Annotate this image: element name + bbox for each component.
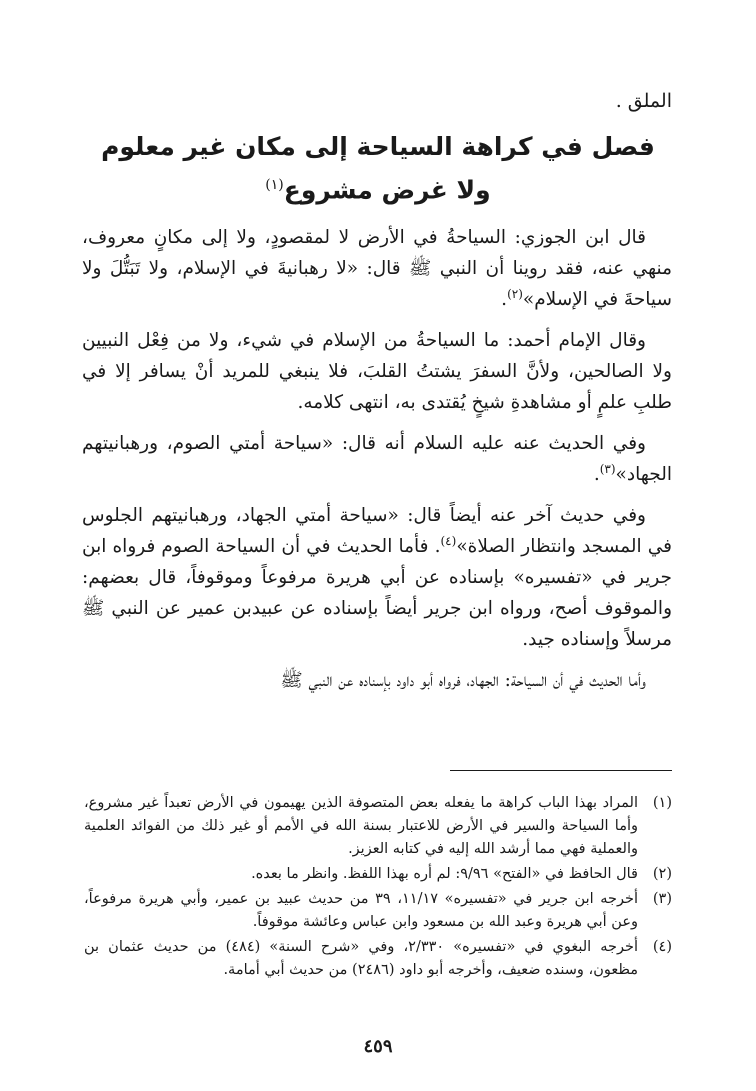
footnote-text: أخرجه البغوي في «تفسيره» ٢/٣٣٠، وفي «شرح السنة» (٤٨٤) من حديث عثمان بن مظعون، وسنده ضعيف، وأخرجه أبو داود (٢٤٨٦) من حديث أبي أمامة. <box>84 939 639 978</box>
paragraph-tail: . <box>593 464 600 485</box>
paragraph <box>82 222 672 315</box>
paragraph <box>82 500 672 655</box>
footnote-divider <box>450 770 672 771</box>
heading-footnote-marker: (١) <box>265 177 284 193</box>
paragraph-text: وأما الحديث في أن السياحة: الجهاد، فرواه أبو داود بإسناده عن النبي ﷺ <box>280 670 646 691</box>
paragraph <box>82 325 672 418</box>
footnote-text: أخرجه ابن جرير في «تفسيره» ١١/١٧، ٣٩ من حديث عبيد بن عمير، وأبي هريرة مرفوعاً، وعن أبي هريرة وعبد الله بن مسعود وابن عباس وعائشة موقوفاً. <box>84 891 638 930</box>
footnote-ref: (٢) <box>507 286 523 301</box>
footnotes <box>84 792 672 984</box>
heading-line-1: فصل في كراهة السياحة إلى مكان غير معلوم <box>101 132 655 161</box>
footnote-number: (١) <box>652 795 672 811</box>
page-number: ٤٥٩ <box>363 1036 393 1057</box>
paragraph-text: قال ابن الجوزي: السياحةُ في الأرض لا لمقصودٍ، ولا إلى مكانٍ معروف، منهي عنه، فقد روينا أن النبي ﷺ قال: «لا رهبانيةَ في الإسلام، ولا تَبَتُّلَ ولا سياحةَ في الإسلام» <box>82 227 672 310</box>
footnote-text: قال الحافظ في «الفتح» ٩/٩٦: لم أره بهذا اللفظ. وانظر ما بعده. <box>251 866 638 882</box>
footnote-number: (٣) <box>652 891 672 907</box>
footnote-text: المراد بهذا الباب كراهة ما يفعله بعض المتصوفة الذين يهيمون في الأرض تعبداً غير مشروع، وأما السياحة والسير في الأرض للاعتبار بسنة الله في الأمم أو غير ذلك من الفوائد العلمية والعملية فهي مما أرشد الله إليه في كتابه العزيز. <box>84 795 638 857</box>
footnote <box>84 863 672 886</box>
paragraph-tail: . <box>501 289 508 310</box>
footnote-number: (٤) <box>652 939 672 955</box>
footnote-ref: (٤) <box>440 533 457 548</box>
continued-text: الملق . <box>615 90 672 112</box>
footnote <box>84 792 672 861</box>
paragraph-text: وفي حديث آخر عنه أيضاً قال: «سياحة أمتي الجهاد، ورهبانيتهم الجلوس في المسجد وانتظار الصلاة» <box>82 505 672 557</box>
paragraph <box>82 428 672 490</box>
footnote <box>84 936 672 982</box>
heading-line-2 <box>90 166 666 209</box>
paragraph-text: وقال الإمام أحمد: ما السياحةُ من الإسلام في شيء، ولا من فِعْل النبيين ولا الصالحين، ولأنَّ السفرَ يشتتُ القلبَ، فلا ينبغي للمريد أنْ يسافر إلا في طلبِ علمٍ أو مشاهدةِ شيخٍ يُقتدى به، انتهى كلامه. <box>82 330 672 413</box>
paragraph-tail: . فأما الحديث في أن السياحة الصوم فرواه ابن جرير في «تفسيره» بإسناده عن أبي هريرة مرفوعاً وموقوفاً، قال بعضهم: والموقوف أصح، ورواه ابن جرير أيضاً بإسناده عن عبيدبن عمير عن النبي ﷺ مرسلاً وإسناده جيد. <box>82 536 672 650</box>
heading-line-2-text: ولا غرض مشروع <box>283 175 491 205</box>
footnote-number: (٢) <box>652 866 672 882</box>
footnote-ref: (٣) <box>599 461 616 476</box>
footnote <box>84 888 672 934</box>
main-text <box>82 222 672 706</box>
section-heading <box>90 128 666 209</box>
paragraph-text: وفي الحديث عنه عليه السلام أنه قال: «سياحة أمتي الصوم، ورهبانيتهم الجهاد» <box>82 433 672 485</box>
paragraph <box>82 665 672 696</box>
